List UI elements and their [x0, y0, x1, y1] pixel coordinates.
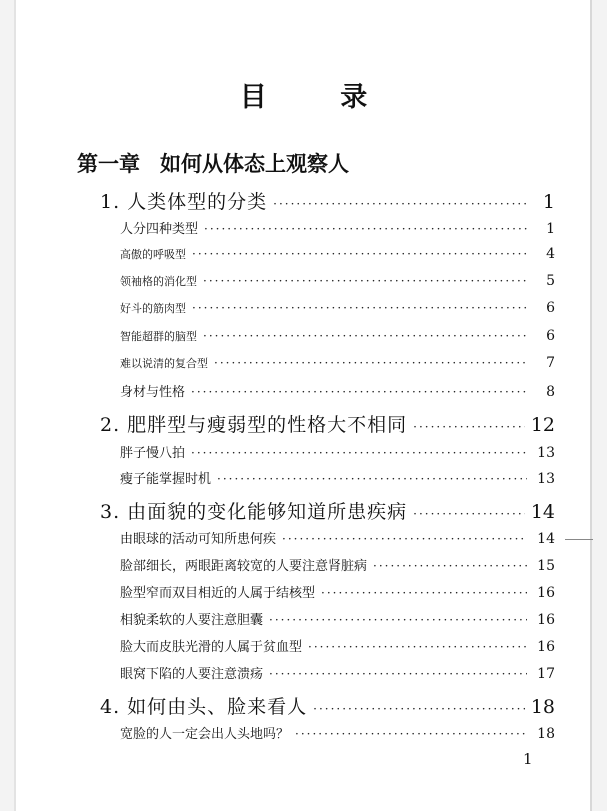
- page-number: 1: [546, 221, 555, 237]
- dot-leader: [282, 532, 527, 546]
- section-label: 1. 人类体型的分类: [100, 191, 268, 213]
- document-page: [14, 0, 592, 811]
- entry-label: 由眼球的活动可知所患何疾: [120, 532, 277, 547]
- page-number: 7: [546, 355, 555, 371]
- entry-label: 眼窝下陷的人要注意溃疡: [120, 667, 264, 682]
- section-label: 3. 由面貌的变化能够知道所患疾病: [100, 501, 408, 523]
- chapter-title: 如何从体态上观察人: [160, 152, 349, 176]
- page-number: 13: [537, 445, 555, 461]
- dot-leader: [413, 420, 525, 434]
- toc-title: 目 录: [239, 82, 400, 113]
- toc-entry[interactable]: [120, 528, 555, 547]
- dot-leader: [373, 559, 527, 573]
- toc-entry[interactable]: [120, 218, 555, 237]
- dot-leader: [413, 507, 525, 521]
- entry-label: 身材与性格: [120, 385, 186, 400]
- toc-section-2[interactable]: [100, 410, 555, 437]
- page-number: 18: [537, 726, 555, 742]
- entry-label: 高傲的呼吸型: [120, 248, 186, 261]
- page-number: 12: [530, 414, 555, 436]
- page-edge-left: [0, 0, 14, 811]
- dot-leader: [203, 274, 527, 288]
- toc-entry[interactable]: [120, 636, 555, 655]
- page-number: 4: [546, 246, 555, 262]
- page-edge-right: [592, 0, 607, 811]
- margin-mark: [565, 539, 593, 540]
- entry-label: 人分四种类型: [120, 222, 199, 237]
- entry-label: 智能超群的脑型: [120, 330, 197, 343]
- page-number: 16: [537, 585, 555, 601]
- toc-section-4[interactable]: [100, 692, 555, 719]
- section-label: 4. 如何由头、脸来看人: [100, 696, 308, 718]
- dot-leader: [214, 356, 527, 370]
- toc-entry[interactable]: [120, 381, 555, 400]
- page-number: 18: [530, 696, 555, 718]
- dot-leader: [295, 727, 527, 741]
- page-number: 6: [546, 328, 555, 344]
- toc-entry[interactable]: [120, 328, 555, 344]
- toc-section-1[interactable]: [100, 187, 555, 214]
- dot-leader: [204, 222, 527, 236]
- page-number: 15: [537, 558, 555, 574]
- toc-entry[interactable]: [120, 723, 555, 742]
- page-number: 5: [546, 273, 555, 289]
- toc-entry[interactable]: [120, 663, 555, 682]
- toc-entry[interactable]: [120, 555, 555, 574]
- dot-leader: [191, 446, 527, 460]
- page-number: 1: [542, 191, 555, 213]
- dot-leader: [269, 667, 527, 681]
- entry-label: 瘦子能掌握时机: [120, 472, 212, 487]
- page-number: 16: [537, 639, 555, 655]
- page-number: 17: [537, 666, 555, 682]
- dot-leader: [192, 247, 527, 261]
- toc-entry[interactable]: [120, 582, 555, 601]
- toc-section-3[interactable]: [100, 497, 555, 524]
- toc-entry[interactable]: [120, 442, 555, 461]
- toc-entry[interactable]: [120, 609, 555, 628]
- toc-entry[interactable]: [120, 273, 555, 289]
- entry-label: 脸大而皮肤光滑的人属于贫血型: [120, 640, 303, 655]
- entry-label: 难以说清的复合型: [120, 357, 208, 370]
- toc-entry[interactable]: [120, 246, 555, 262]
- entry-label: 宽脸的人一定会出人头地吗？: [120, 727, 290, 742]
- dot-leader: [313, 702, 525, 716]
- toc-entry[interactable]: [120, 355, 555, 371]
- dot-leader: [321, 586, 527, 600]
- dot-leader: [273, 197, 527, 211]
- entry-label: 相貌柔软的人要注意胆囊: [120, 613, 264, 628]
- dot-leader: [192, 301, 527, 315]
- page-number: 6: [546, 300, 555, 316]
- footer-page-number: 1: [523, 750, 533, 768]
- dot-leader: [308, 640, 527, 654]
- dot-leader: [203, 329, 527, 343]
- page-number: 8: [546, 384, 555, 400]
- toc-entry[interactable]: [120, 468, 555, 487]
- page-number: 16: [537, 612, 555, 628]
- entry-label: 脸部细长，两眼距离较宽的人要注意肾脏病: [120, 559, 368, 574]
- entry-label: 领袖格的消化型: [120, 275, 197, 288]
- page-number: 14: [530, 501, 555, 523]
- section-label: 2. 肥胖型与瘦弱型的性格大不相同: [100, 414, 408, 436]
- page-number: 14: [537, 531, 555, 547]
- chapter-number: 第一章: [77, 152, 140, 176]
- dot-leader: [217, 472, 527, 486]
- dot-leader: [269, 613, 527, 627]
- chapter-heading: [77, 148, 349, 178]
- entry-label: 胖子慢八拍: [120, 446, 186, 461]
- entry-label: 脸型窄而双目相近的人属于结核型: [120, 586, 316, 601]
- dot-leader: [191, 385, 527, 399]
- entry-label: 好斗的筋肉型: [120, 302, 186, 315]
- toc-entry[interactable]: [120, 300, 555, 316]
- page-number: 13: [537, 471, 555, 487]
